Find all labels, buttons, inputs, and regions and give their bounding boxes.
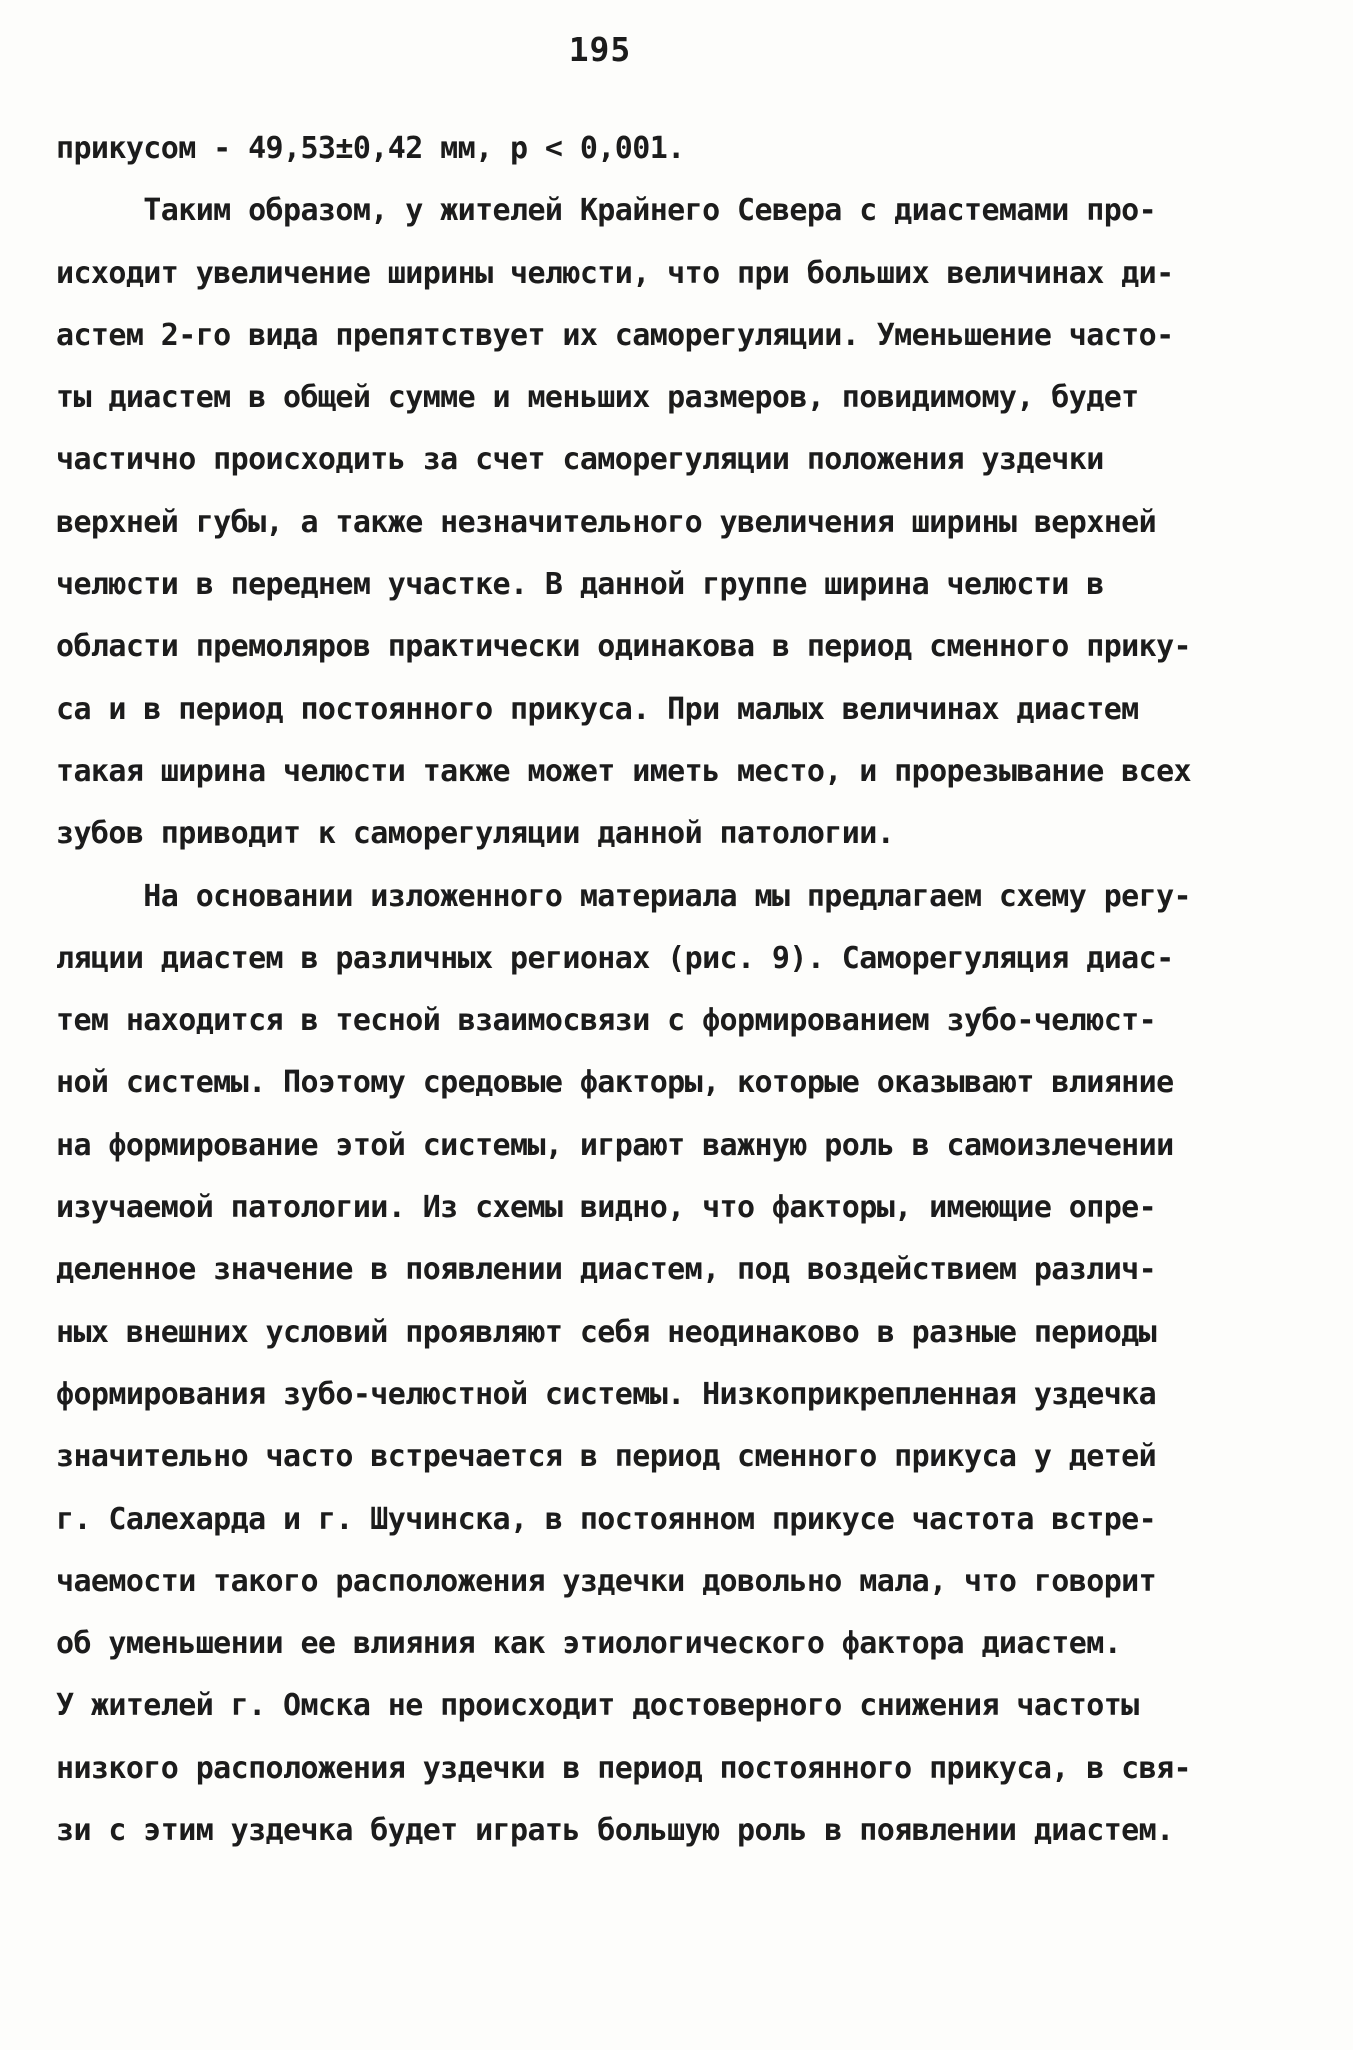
body-text xyxy=(56,118,1306,1862)
text-line: значительно часто встречается в период сменного прикуса у детей xyxy=(56,1439,1157,1475)
text-line: области премоляров практически одинакова в период сменного прику- xyxy=(56,629,1191,665)
page-number: 195 xyxy=(568,30,632,69)
text-line: частично происходить за счет саморегуляции положения уздечки xyxy=(56,442,1104,478)
text-line: Таким образом, у жителей Крайнего Севера с диастемами про- xyxy=(56,193,1157,229)
text-line: зи с этим уздечка будет играть большую роль в появлении диастем. xyxy=(56,1813,1174,1849)
text-line: прикусом - 49,53±0,42 мм, р < 0,001. xyxy=(56,131,685,166)
text-line: г. Салехарда и г. Шучинска, в постоянном прикусе частота встре- xyxy=(56,1501,1157,1537)
text-line: астем 2-го вида препятствует их саморегуляции. Уменьшение часто- xyxy=(56,317,1174,353)
text-line: зубов приводит к саморегуляции данной патологии. xyxy=(56,816,895,852)
text-line: верхней губы, а также незначительного увеличения ширины верхней xyxy=(56,504,1157,540)
text-line: ных внешних условий проявляют себя неодинаково в разные периоды xyxy=(56,1314,1157,1350)
text-line: чаемости такого расположения уздечки довольно мала, что говорит xyxy=(56,1563,1157,1599)
text-line: такая ширина челюсти также может иметь место, и прорезывание всех xyxy=(56,753,1191,789)
text-line: низкого расположения уздечки в период постоянного прикуса, в свя- xyxy=(56,1750,1191,1786)
text-line: изучаемой патологии. Из схемы видно, что факторы, имеющие опре- xyxy=(56,1190,1157,1226)
text-line: ной системы. Поэтому средовые факторы, которые оказывают влияние xyxy=(56,1065,1174,1101)
text-line: са и в период постоянного прикуса. При малых величинах диастем xyxy=(56,691,1139,727)
text-line: тем находится в тесной взаимосвязи с формированием зубо-челюст- xyxy=(56,1003,1157,1039)
text-line: формирования зубо-челюстной системы. Низкоприкрепленная уздечка xyxy=(56,1376,1157,1412)
text-line: исходит увеличение ширины челюсти, что при больших величинах ди- xyxy=(56,255,1174,291)
text-line: ты диастем в общей сумме и меньших размеров, повидимому, будет xyxy=(56,380,1139,416)
text-line: У жителей г. Омска не происходит достоверного снижения частоты xyxy=(56,1688,1139,1724)
text-line: об уменьшении ее влияния как этиологического фактора диастем. xyxy=(56,1626,1122,1662)
text-line: деленное значение в появлении диастем, под воздействием различ- xyxy=(56,1252,1157,1288)
text-line: на формирование этой системы, играют важную роль в самоизлечении xyxy=(56,1127,1174,1163)
text-line: На основании изложенного материала мы предлагаем схему регу- xyxy=(56,878,1191,914)
text-line: челюсти в переднем участке. В данной группе ширина челюсти в xyxy=(56,567,1104,603)
text-line: ляции диастем в различных регионах (рис. 9). Саморегуляция диас- xyxy=(56,940,1174,976)
